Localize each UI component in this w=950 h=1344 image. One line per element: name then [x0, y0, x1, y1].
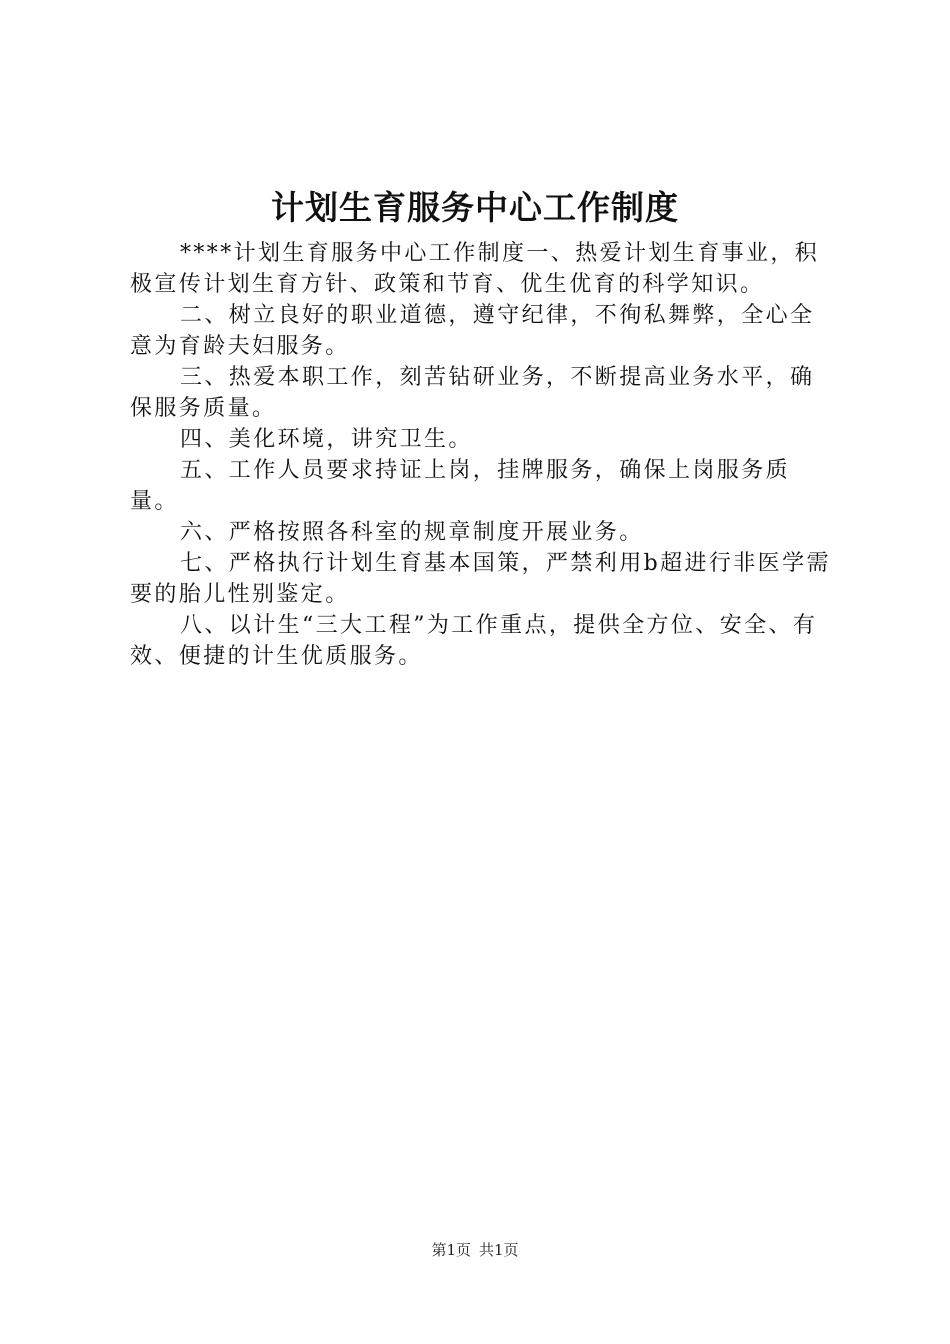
paragraph-2: 二、树立良好的职业道德，遵守纪律，不徇私舞弊，全心全意为育龄夫妇服务。 [130, 303, 815, 359]
page-number-current: 第1页 [431, 1241, 471, 1259]
paragraph-6: 六、严格按照各科室的规章制度开展业务。 [180, 520, 644, 545]
page-number-total: 共1页 [479, 1241, 519, 1259]
paragraph-1: ****计划生育服务中心工作制度一、热爱计划生育事业，积极宣传计划生育方针、政策和节育、优生优育的科学知识。 [130, 241, 820, 297]
paragraph-3: 三、热爱本职工作，刻苦钻研业务，不断提高业务水平，确保服务质量。 [130, 365, 815, 421]
document-body [130, 238, 832, 672]
paragraph-5: 五、工作人员要求持证上岗，挂牌服务，确保上岗服务质量。 [130, 458, 791, 514]
document-title: 计划生育服务中心工作制度 [271, 188, 679, 227]
paragraph-7: 七、严格执行计划生育基本国策，严禁利用b超进行非医学需要的胎儿性别鉴定。 [130, 551, 831, 607]
paragraph-8: 八、以计生“三大工程”为工作重点，提供全方位、安全、有效、便捷的计生优质服务。 [130, 613, 818, 669]
paragraph-4: 四、美化环境，讲究卫生。 [180, 427, 473, 452]
page-footer [0, 1240, 950, 1260]
